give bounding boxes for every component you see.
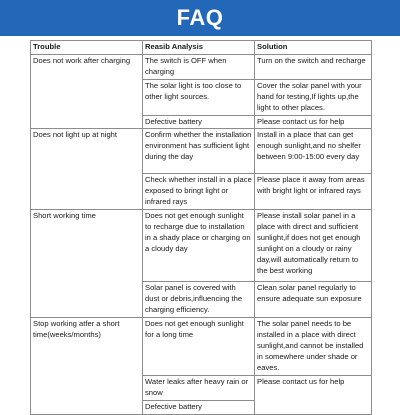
analysis-cell: Water leaks after heavy rain or snow	[143, 375, 255, 400]
analysis-cell: Defective battery	[143, 400, 255, 414]
trouble-cell: Does not light up at night	[31, 129, 143, 210]
solution-cell: Please install solar panel in a place with direct and sufficient sunlight,if does not get enough sunlight on a cloudy or rainy day,will automatically return to the best working	[255, 210, 372, 282]
table-row	[31, 210, 372, 282]
analysis-cell: Confirm whether the installation environment has sufficient light during the day	[143, 129, 255, 174]
table-header-row	[31, 41, 372, 55]
solution-cell: Install in a place that can get enough sunlight,and no shelfer between 9:00-15:00 every day	[255, 129, 372, 174]
solution-cell: Please contact us for help	[255, 115, 372, 129]
column-header-solution: Solution	[255, 41, 372, 55]
solution-cell: Turn on the switch and recharge	[255, 55, 372, 80]
analysis-cell: Defective battery	[143, 115, 255, 129]
solution-cell: Cover the solar panel with your hand for testing,If lights up,the light to other places.	[255, 79, 372, 115]
table-row	[31, 129, 372, 174]
solution-cell: Clean solar panel regularly to ensure adequate sun exposure	[255, 282, 372, 318]
faq-table	[30, 40, 372, 415]
analysis-cell: Solar panel is covered with dust or debris,influencing the charging efficiency.	[143, 282, 255, 318]
trouble-cell: Does not work after charging	[31, 55, 143, 129]
analysis-cell: Does not get enough sunlight to recharge due to installation in a shady place or charging on a cloudy day	[143, 210, 255, 282]
analysis-cell: Check whether install in a place exposed to bringt light or infrared rays	[143, 174, 255, 210]
column-header-analysis: Reasib Analysis	[143, 41, 255, 55]
solution-cell: Please place it away from areas with bright light or infrared rays	[255, 174, 372, 210]
table-row	[31, 55, 372, 80]
trouble-cell: Stop working atfer a short time(weeks/months)	[31, 317, 143, 414]
trouble-cell: Short working time	[31, 210, 143, 318]
column-header-trouble: Trouble	[31, 41, 143, 55]
solution-cell: The solar panel needs to be installed in a place with direct sunlight,and cannot be installed in somewhere under shade or eaves.	[255, 317, 372, 375]
analysis-cell: Does not get enough sunlight for a long time	[143, 317, 255, 375]
table-row	[31, 317, 372, 375]
analysis-cell: The switch is OFF when charging	[143, 55, 255, 80]
solution-cell: Please contact us for help	[255, 375, 372, 414]
faq-banner	[0, 0, 400, 36]
page-title: FAQ	[176, 5, 224, 30]
analysis-cell: The solar light is too close to other light sources.	[143, 79, 255, 115]
